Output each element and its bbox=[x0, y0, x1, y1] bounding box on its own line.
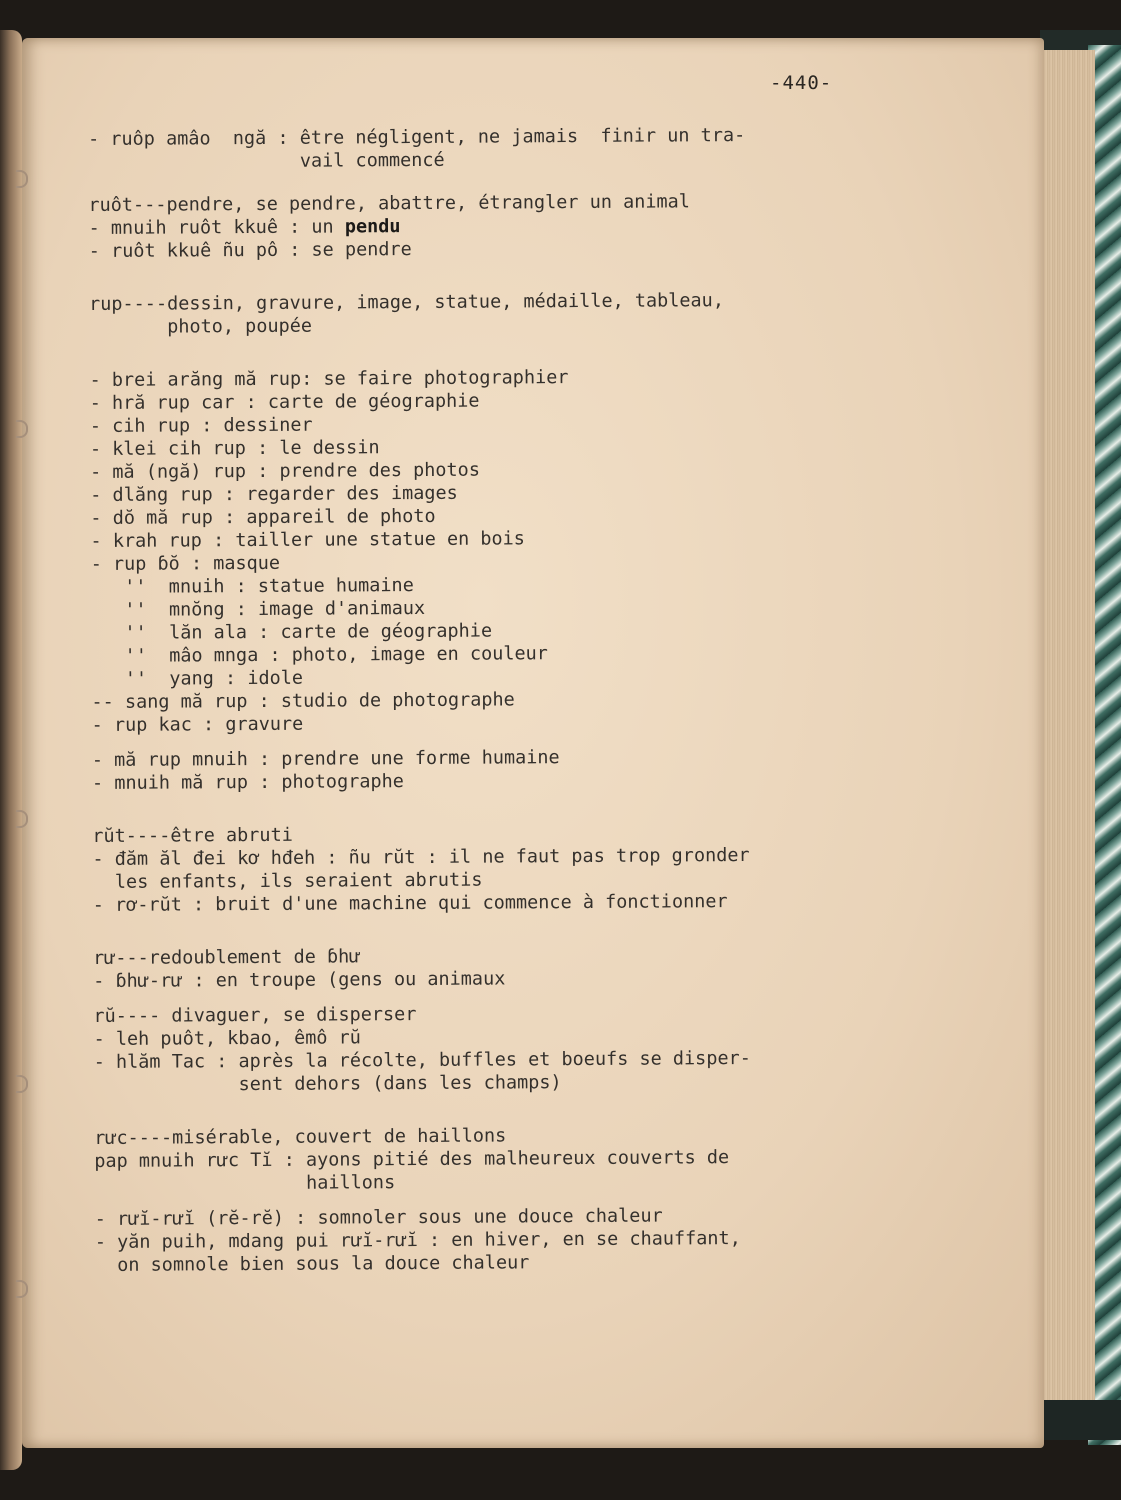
entry-line: photo, poupée bbox=[89, 315, 313, 338]
entry-line: - hră rup car : carte de géographie bbox=[89, 390, 480, 414]
page-number: -440- bbox=[770, 72, 833, 94]
entry-text: - mnuih ruôt kkuê : un bbox=[88, 216, 345, 239]
entry-line: - yăn puih, mdang pui rưĭ-rưĭ : en hiver, en se chauffant, bbox=[94, 1228, 741, 1253]
dictionary-content bbox=[88, 123, 925, 1277]
headword-line: ruôt---pendre, se pendre, abattre, étrangler un animal bbox=[88, 191, 690, 216]
entry-line: - brei arăng mă rup: se faire photographier bbox=[89, 367, 569, 391]
entry-line: - cih rup : dessiner bbox=[89, 414, 313, 437]
entry-line: - mă rup mnuih : prendre une forme humaine bbox=[91, 747, 560, 771]
entry-line: '' mâo mnga : photo, image en couleur bbox=[91, 643, 548, 667]
entry-line: '' mnŏng : image d'animaux bbox=[90, 597, 426, 621]
entry-line: on somnole bien sous la douce chaleur bbox=[94, 1252, 530, 1276]
entry-line: - hlăm Tac : après la récolte, buffles et boeufs se disper- bbox=[93, 1047, 751, 1073]
entry-line: '' mnuih : statue humaine bbox=[90, 575, 414, 598]
entry-line: - dŏ mă rup : appareil de photo bbox=[90, 505, 436, 529]
entry-line: - ruôp amâo ngă : être négligent, ne jamais finir un tra- bbox=[88, 124, 746, 150]
entry-line: - krah rup : tailler une statue en bois bbox=[90, 528, 525, 552]
entry-line: - mă (ngă) rup : prendre des photos bbox=[90, 459, 480, 483]
entry-line: - rơ-rŭt : bruit d'une machine qui commence à fonctionner bbox=[92, 891, 728, 916]
headword-line: rư---redoublement de ɓhư bbox=[93, 946, 361, 969]
entry-line: pap mnuih rưc Tĭ : ayons pitié des malheureux couverts de bbox=[94, 1147, 730, 1172]
entry-line: - dlăng rup : regarder des images bbox=[90, 482, 458, 506]
headword-line: rưc----misérable, couvert de haillons bbox=[94, 1125, 507, 1149]
headword-line: rŭt----être abruti bbox=[92, 824, 293, 847]
entry-line: - rup kac : gravure bbox=[91, 713, 304, 736]
entry-line: - klei cih rup : le dessin bbox=[89, 437, 380, 460]
entry-line: - ruôt kkuê ñu pô : se pendre bbox=[88, 239, 412, 262]
headword-line: rup----dessin, gravure, image, statue, médaille, tableau, bbox=[89, 290, 725, 315]
headword-line: rŭ---- divaguer, se disperser bbox=[93, 1004, 417, 1027]
entry-line: haillons bbox=[94, 1172, 396, 1195]
left-page-edge bbox=[0, 30, 22, 1470]
entry-line: - rup ɓŏ : masque bbox=[90, 552, 281, 575]
entry-line: - ɓhư-rư : en troupe (gens ou animaux bbox=[93, 968, 506, 992]
entry-line: - leh puôt, kbao, êmô rŭ bbox=[93, 1027, 361, 1050]
entry-line: -- sang mă rup : studio de photographe bbox=[91, 689, 515, 713]
entry-line: - đăm ăl đei kơ hđeh : ñu rŭt : il ne faut pas trop gronder bbox=[92, 844, 750, 870]
entry-line: les enfants, ils seraient abrutis bbox=[92, 869, 483, 893]
entry-line: '' yang : idole bbox=[91, 667, 304, 690]
entry-line: '' lăn ala : carte de géographie bbox=[91, 620, 493, 644]
entry-line: - mnuih mă rup : photographe bbox=[91, 771, 404, 794]
bold-word: pendu bbox=[344, 216, 401, 238]
entry-line: vail commencé bbox=[88, 149, 445, 173]
entry-line: - rưĭ-rưĭ (rĕ-rĕ) : somnoler sous une douce chaleur bbox=[94, 1205, 663, 1230]
entry-line: sent dehors (dans les champs) bbox=[93, 1072, 562, 1096]
